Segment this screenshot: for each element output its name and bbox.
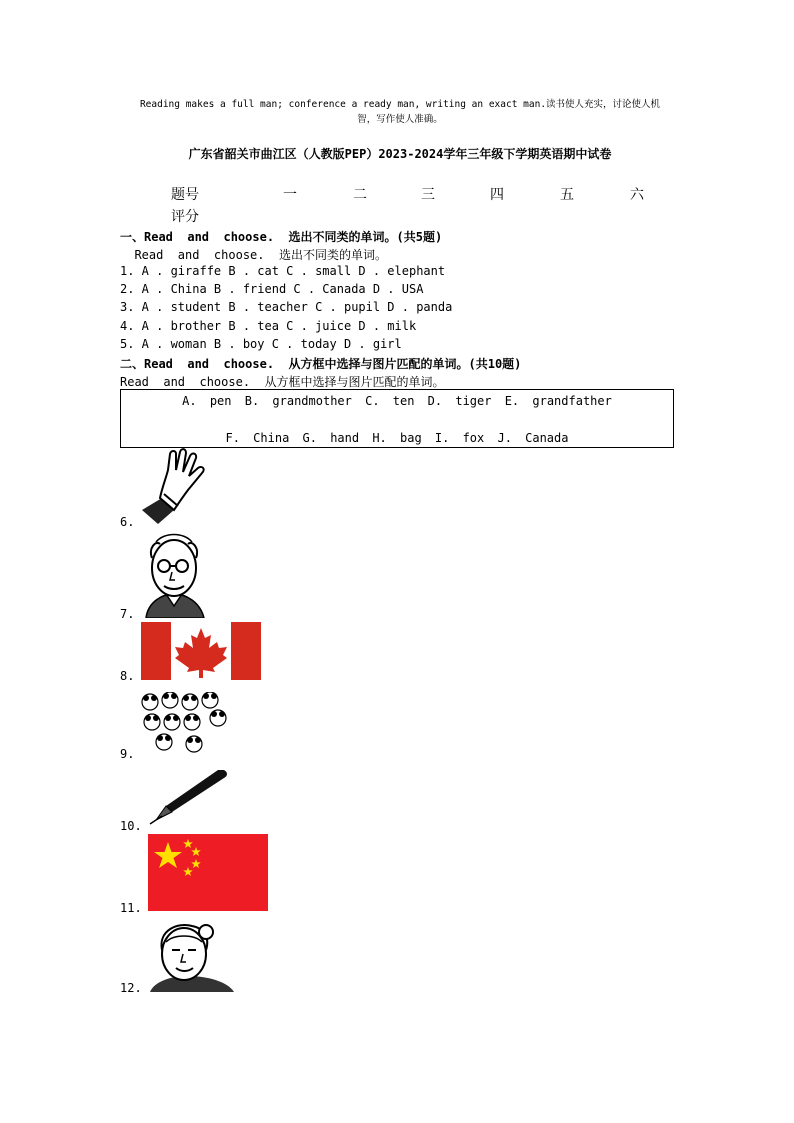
score-col-4: 四 [490, 187, 504, 203]
question-7-number: 7. [120, 607, 135, 621]
score-col-1: 一 [283, 187, 297, 203]
ten-pandas-icon [140, 692, 230, 754]
grandfather-icon [140, 528, 208, 618]
section-1-instruction: Read and choose. 选出不同类的单词。 [120, 248, 387, 262]
section-1-heading: 一、Read and choose. 选出不同类的单词。(共5题) [120, 230, 443, 244]
question-2: 2. A . China B . friend C . Canada D . USA [120, 282, 424, 296]
question-11-number: 11. [120, 901, 142, 915]
question-8-number: 8. [120, 669, 135, 683]
exam-title: 广东省韶关市曲江区（人教版PEP）2023-2024学年三年级下学期英语期中试卷 [188, 147, 612, 161]
question-6-number: 6. [120, 515, 135, 529]
section-2-heading: 二、Read and choose. 从方框中选择与图片匹配的单词。(共10题) [120, 357, 522, 371]
pen-icon [146, 766, 230, 826]
question-3: 3. A . student B . teacher C . pupil D . panda [120, 300, 453, 314]
china-flag-icon [148, 834, 268, 911]
score-col-3: 三 [421, 187, 435, 203]
score-label-question: 题号 [171, 187, 199, 203]
score-col-6: 六 [630, 187, 644, 203]
hand-icon [140, 448, 212, 526]
word-box [120, 389, 674, 448]
word-box-row-1: A. pen B. grandmother C. ten D. tiger E. grandfather [182, 394, 612, 408]
motto-line-1: Reading makes a full man; conference a ready man, writing an exact man.读书使人充实，讨论使人机 [139, 99, 661, 110]
motto-line-2: 智，写作使人准确。 [357, 114, 443, 125]
question-5: 5. A . woman B . boy C . today D . girl [120, 337, 402, 351]
score-label-score: 评分 [171, 209, 199, 225]
motto [120, 97, 680, 127]
question-12-number: 12. [120, 981, 142, 995]
question-4: 4. A . brother B . tea C . juice D . milk [120, 319, 417, 333]
word-box-row-2: F. China G. hand H. bag I. fox J. Canada [225, 431, 569, 445]
grandmother-icon [148, 920, 238, 992]
question-10-number: 10. [120, 819, 142, 833]
question-9-number: 9. [120, 747, 135, 761]
question-1: 1. A . giraffe B . cat C . small D . elephant [120, 264, 446, 278]
canada-flag-icon [141, 622, 261, 680]
score-col-2: 二 [353, 187, 367, 203]
score-col-5: 五 [560, 187, 574, 203]
section-2-instruction: Read and choose. 从方框中选择与图片匹配的单词。 [120, 375, 445, 389]
